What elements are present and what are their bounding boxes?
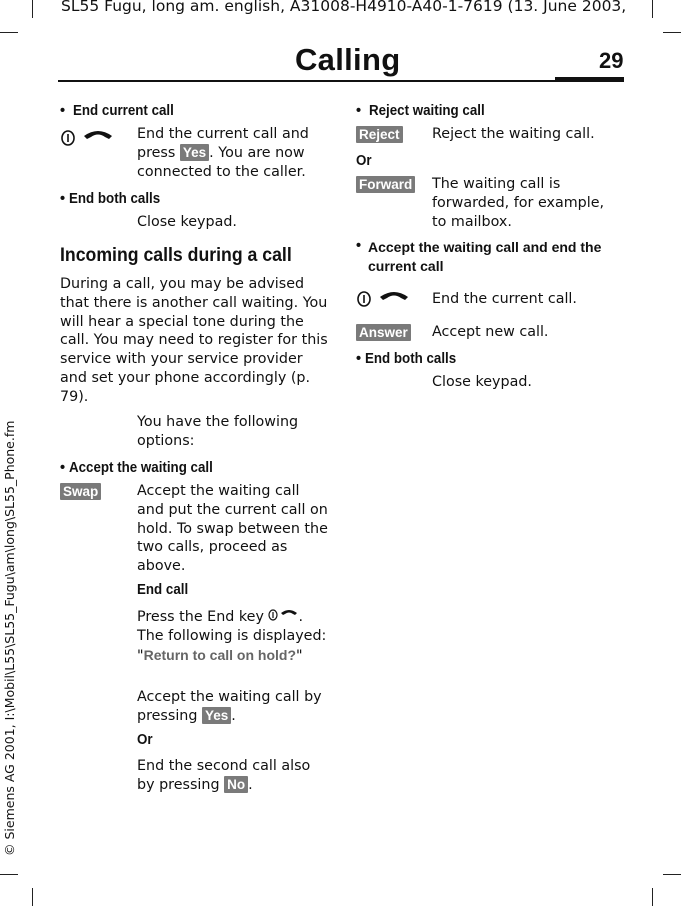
crop-mark <box>0 874 18 875</box>
or-label: Or <box>356 153 372 169</box>
section-heading: Accept the waiting call and end the current call <box>368 239 602 274</box>
accept-by-pressing-text: Accept the waiting call by pressing Yes . <box>137 689 322 724</box>
crop-mark <box>652 888 653 906</box>
bullet-end-both-calls: • End both calls <box>60 191 161 207</box>
end-current-call-text: End the current call. <box>432 291 577 307</box>
end-current-call-text: End the current call and press Yes . You are now connected to the caller. <box>137 126 309 180</box>
display-message: Return to call on hold? <box>143 646 297 663</box>
crop-mark <box>32 0 33 18</box>
bullet-end-current-call: • End current call <box>60 103 174 119</box>
end-key-instructions: Press the End key . The following is displayed: "Return to call on hold?" <box>137 609 327 664</box>
section-heading: Reject waiting call <box>369 103 485 119</box>
header-rule <box>58 80 624 82</box>
crop-mark <box>32 888 33 906</box>
end-key-icon <box>60 126 116 150</box>
section-heading: End current call <box>73 103 174 119</box>
end-key-icon <box>356 287 412 311</box>
incoming-calls-paragraph: During a call, you may be advised that there is another call waiting. You will hear a special tone during the call. You may need to register for this service with your service provider and set your phone accordingly (p. 79). <box>60 276 328 405</box>
section-heading: End both calls <box>69 191 161 207</box>
bullet-reject-waiting-call: • Reject waiting call <box>356 103 485 119</box>
reject-text: Reject the waiting call. <box>432 126 595 142</box>
swap-softkey: Swap <box>60 483 101 500</box>
or-label: Or <box>137 732 153 748</box>
page-number-rule <box>555 77 624 81</box>
bullet-end-both-calls: • End both calls <box>356 351 457 367</box>
section-heading: Accept the waiting call <box>69 460 213 476</box>
incoming-calls-heading: Incoming calls during a call <box>60 245 292 266</box>
yes-softkey: Yes <box>202 707 231 724</box>
close-keypad-text: Close keypad. <box>432 374 532 390</box>
answer-softkey: Answer <box>356 324 411 341</box>
section-heading: End both calls <box>365 351 457 367</box>
copyright-sidebar: © Siemens AG 2001, I:\Mobil\L55\SL55_Fugu\am\long\SL55_Phone.fm <box>2 420 17 856</box>
yes-softkey: Yes <box>180 144 209 161</box>
end-second-call-text: End the second call also by pressing No . <box>137 758 311 793</box>
forward-text: The waiting call is forwarded, for example, to mailbox. <box>432 176 605 230</box>
page-number: 29 <box>599 48 624 73</box>
crop-mark <box>652 0 653 18</box>
bullet-accept-waiting-call: • Accept the waiting call <box>60 460 213 476</box>
no-softkey: No <box>224 776 248 793</box>
crop-mark <box>663 32 681 33</box>
close-keypad-text: Close keypad. <box>137 214 237 230</box>
forward-softkey: Forward <box>356 176 415 193</box>
document-meta-header: SL55 Fugu, long am. english, A31008-H4910-A40-1-7619 (13. June 2003, <box>61 0 627 15</box>
accept-waiting-text: Accept the waiting call and put the current call on hold. To swap between the two calls, proceed as above. <box>137 483 328 575</box>
crop-mark <box>663 874 681 875</box>
end-key-icon <box>268 609 298 625</box>
reject-softkey: Reject <box>356 126 403 143</box>
page-title: Calling <box>295 42 401 77</box>
answer-text: Accept new call. <box>432 324 549 340</box>
crop-mark <box>0 32 18 33</box>
options-text: You have the following options: <box>137 414 299 449</box>
end-call-heading: End call <box>137 582 189 598</box>
